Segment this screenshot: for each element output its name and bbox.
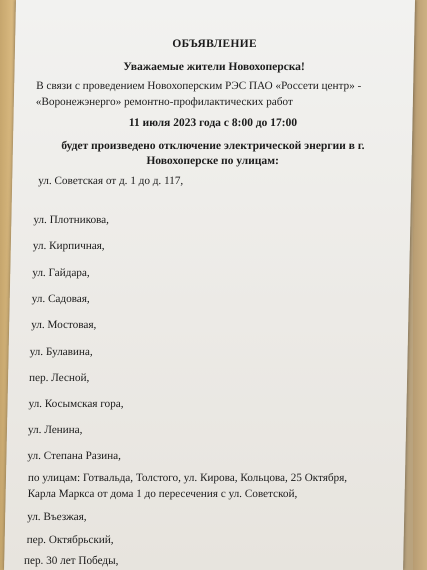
street-item: пер. Октябрьский, (26, 534, 114, 546)
outage-date: 11 июля 2023 года с 8:00 до 17:00 (128, 117, 298, 129)
notice-title: ОБЪЯВЛЕНИЕ (172, 38, 257, 50)
notice-content (4, 0, 415, 570)
street-item: ул. Мостовая, (31, 319, 97, 331)
street-item: ул. Въезжая, (27, 511, 87, 523)
street-item: пер. Лесной, (28, 372, 90, 384)
street-group-line1: по улицам: Готвальда, Толстого, ул. Кирова, Кольцова, 25 Октября, (27, 472, 348, 484)
street-item: ул. Плотникова, (33, 214, 110, 226)
notice-greeting: Уважаемые жители Новохоперска! (123, 61, 305, 73)
street-item: ул. Гайдара, (32, 267, 90, 279)
street-item: ул. Булавина, (29, 346, 93, 358)
wood-background-right (413, 0, 427, 570)
street-group-line2: Карла Маркса от дома 1 до пересечения с ул. Советской, (27, 488, 298, 500)
outage-heading-line1: будет произведено отключение электрической энергии в г. (61, 140, 365, 152)
notice-intro: В связи с проведением Новохоперским РЭС ПАО «Россети центр» - «Воронежэнерго» ремонтно-профилактических работ (35, 80, 362, 108)
street-item: ул. Советская от д. 1 до д. 117, (38, 175, 184, 187)
street-item: ул. Ленина, (27, 424, 83, 436)
paper-sheet (4, 0, 415, 570)
outage-heading (42, 139, 383, 169)
street-item: ул. Кирпичная, (32, 240, 105, 252)
street-group (27, 470, 388, 502)
street-item: ул. Садовая, (31, 293, 90, 305)
street-item: ул. Степана Разина, (27, 450, 122, 462)
outage-heading-line2: Новохоперске по улицам: (146, 155, 279, 167)
street-item: ул. Косымская гора, (28, 398, 124, 410)
street-item: пер. 30 лет Победы, (24, 555, 119, 567)
